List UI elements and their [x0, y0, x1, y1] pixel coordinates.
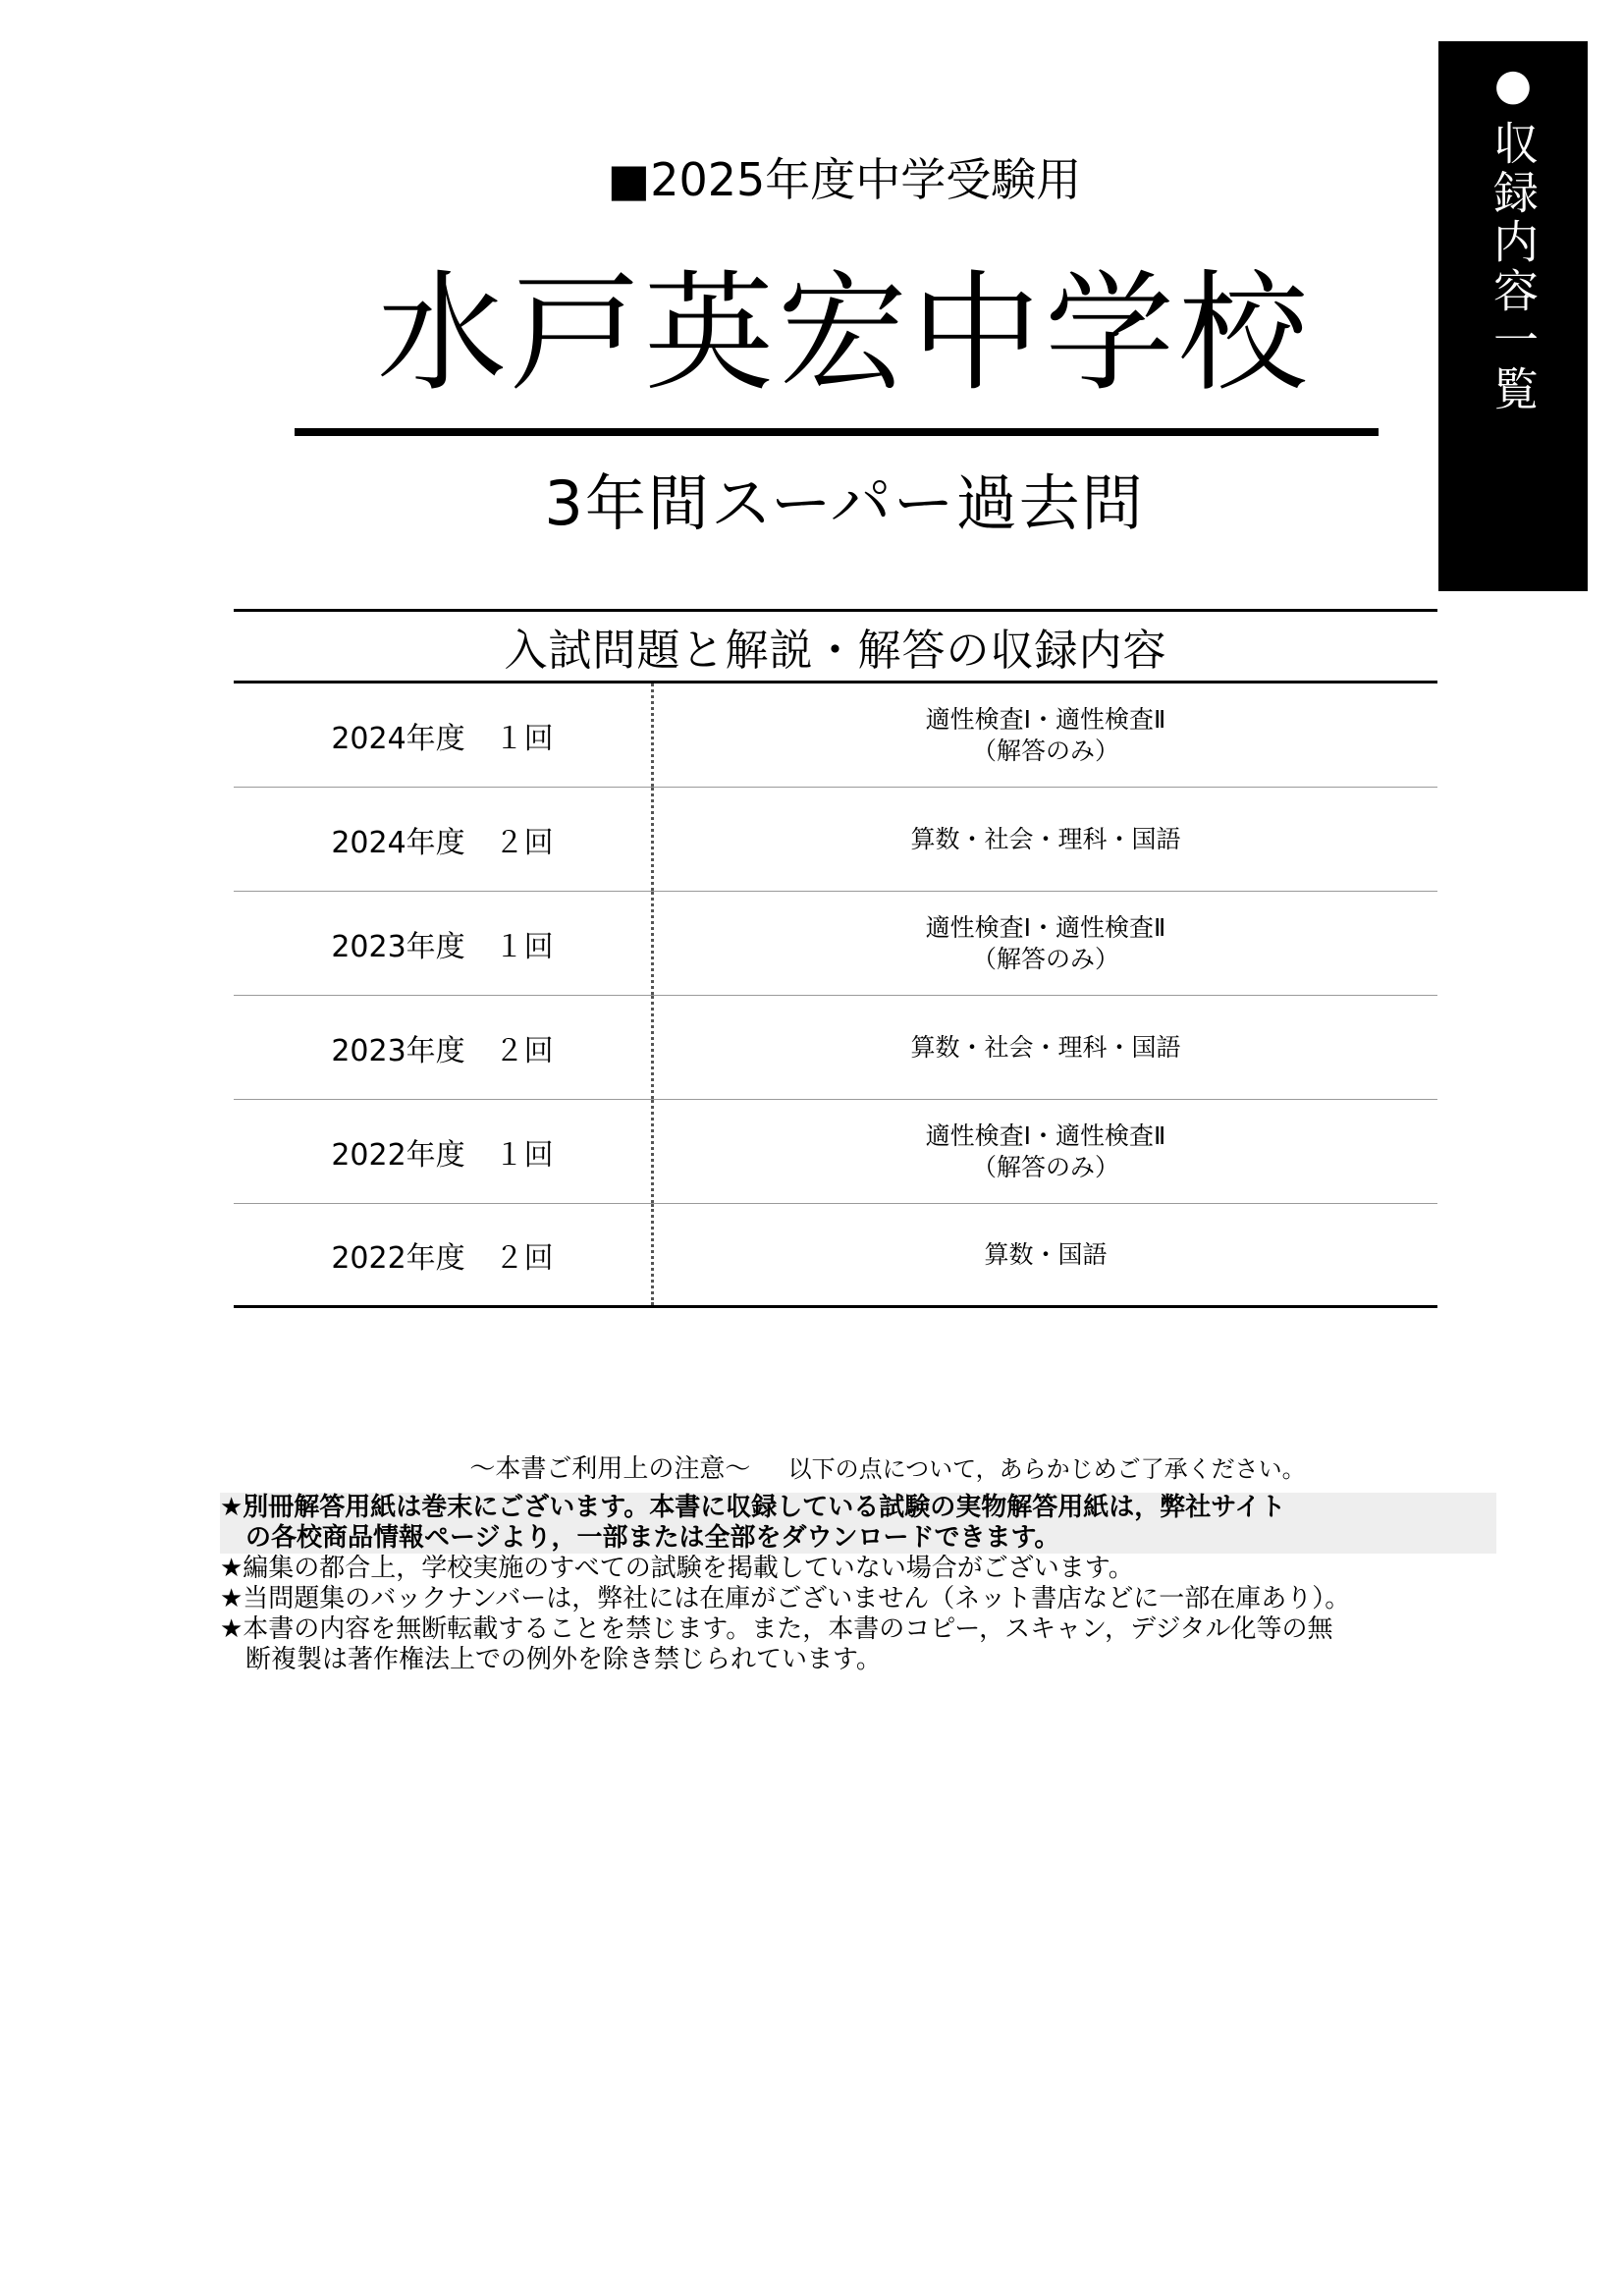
subjects-cell	[654, 996, 1437, 1099]
subjects-text: 算数・社会・理科・国語	[910, 824, 1181, 853]
year-cell: 2023年度 １回	[234, 892, 654, 995]
note-line-continued: 断複製は著作権法上での例外を除き禁じられています。	[245, 1645, 882, 1674]
side-tab-label: 収録内容一覧	[1487, 120, 1540, 414]
note-item	[220, 1493, 1496, 1554]
note-line: ★別冊解答用紙は巻末にございます。本書に収録している試験の実物解答用紙は，弊社サイト	[220, 1493, 1286, 1522]
subjects-note: （解答のみ）	[971, 1152, 1119, 1181]
subjects-cell	[654, 1100, 1437, 1203]
note-item	[220, 1554, 1496, 1584]
subjects-note: （解答のみ）	[971, 944, 1119, 973]
year-cell: 2022年度 １回	[234, 1100, 654, 1203]
subjects-text: 適性検査Ⅰ・適性検査Ⅱ	[925, 912, 1166, 942]
subjects-cell	[654, 683, 1437, 787]
contents-heading: 入試問題と解説・解答の収録内容	[234, 609, 1437, 683]
table-row	[234, 788, 1437, 892]
subjects-text: 適性検査Ⅰ・適性検査Ⅱ	[925, 1121, 1166, 1150]
notes-heading-line	[279, 1451, 1496, 1487]
note-line-continued: の各校商品情報ページより，一部または全部をダウンロードできます。	[245, 1523, 1060, 1553]
table-row	[234, 996, 1437, 1100]
edition-label: ■2025年度中学受験用	[607, 153, 1082, 206]
subjects-cell	[654, 892, 1437, 995]
subjects-cell	[654, 1204, 1437, 1305]
usage-notes	[220, 1451, 1496, 1675]
note-item	[220, 1584, 1496, 1614]
year-cell: 2022年度 ２回	[234, 1204, 654, 1305]
year-cell: 2023年度 ２回	[234, 996, 654, 1099]
title-divider	[295, 428, 1379, 436]
subjects-note: （解答のみ）	[971, 736, 1119, 765]
note-line: ★編集の都合上，学校実施のすべての試験を掲載していない場合がございます。	[220, 1554, 1134, 1583]
table-row	[234, 683, 1437, 788]
school-name-title: 水戸英宏中学校	[377, 258, 1312, 410]
subjects-text: 算数・国語	[984, 1239, 1108, 1269]
notes-intro: 以下の点について，あらかじめご了承ください。	[787, 1455, 1306, 1483]
note-line: ★本書の内容を無断転載することを禁じます。また，本書のコピー，スキャン，デジタル化等の無	[220, 1614, 1333, 1644]
bullet-icon: ●	[1493, 60, 1533, 110]
year-cell: 2024年度 １回	[234, 683, 654, 787]
notes-heading: 〜本書ご利用上の注意〜	[469, 1454, 751, 1484]
subjects-cell	[654, 788, 1437, 891]
subjects-text: 適性検査Ⅰ・適性検査Ⅱ	[925, 704, 1166, 734]
subjects-text: 算数・社会・理科・国語	[910, 1032, 1181, 1062]
series-title: 3年間スーパー過去問	[544, 467, 1145, 539]
table-row	[234, 1204, 1437, 1308]
table-row	[234, 892, 1437, 996]
year-cell: 2024年度 ２回	[234, 788, 654, 891]
table-row	[234, 1100, 1437, 1204]
contents-table	[234, 609, 1437, 1308]
note-item	[220, 1614, 1496, 1675]
note-line: ★当問題集のバックナンバーは，弊社には在庫がございません（ネット書店などに一部在庫あり）。	[220, 1584, 1351, 1613]
